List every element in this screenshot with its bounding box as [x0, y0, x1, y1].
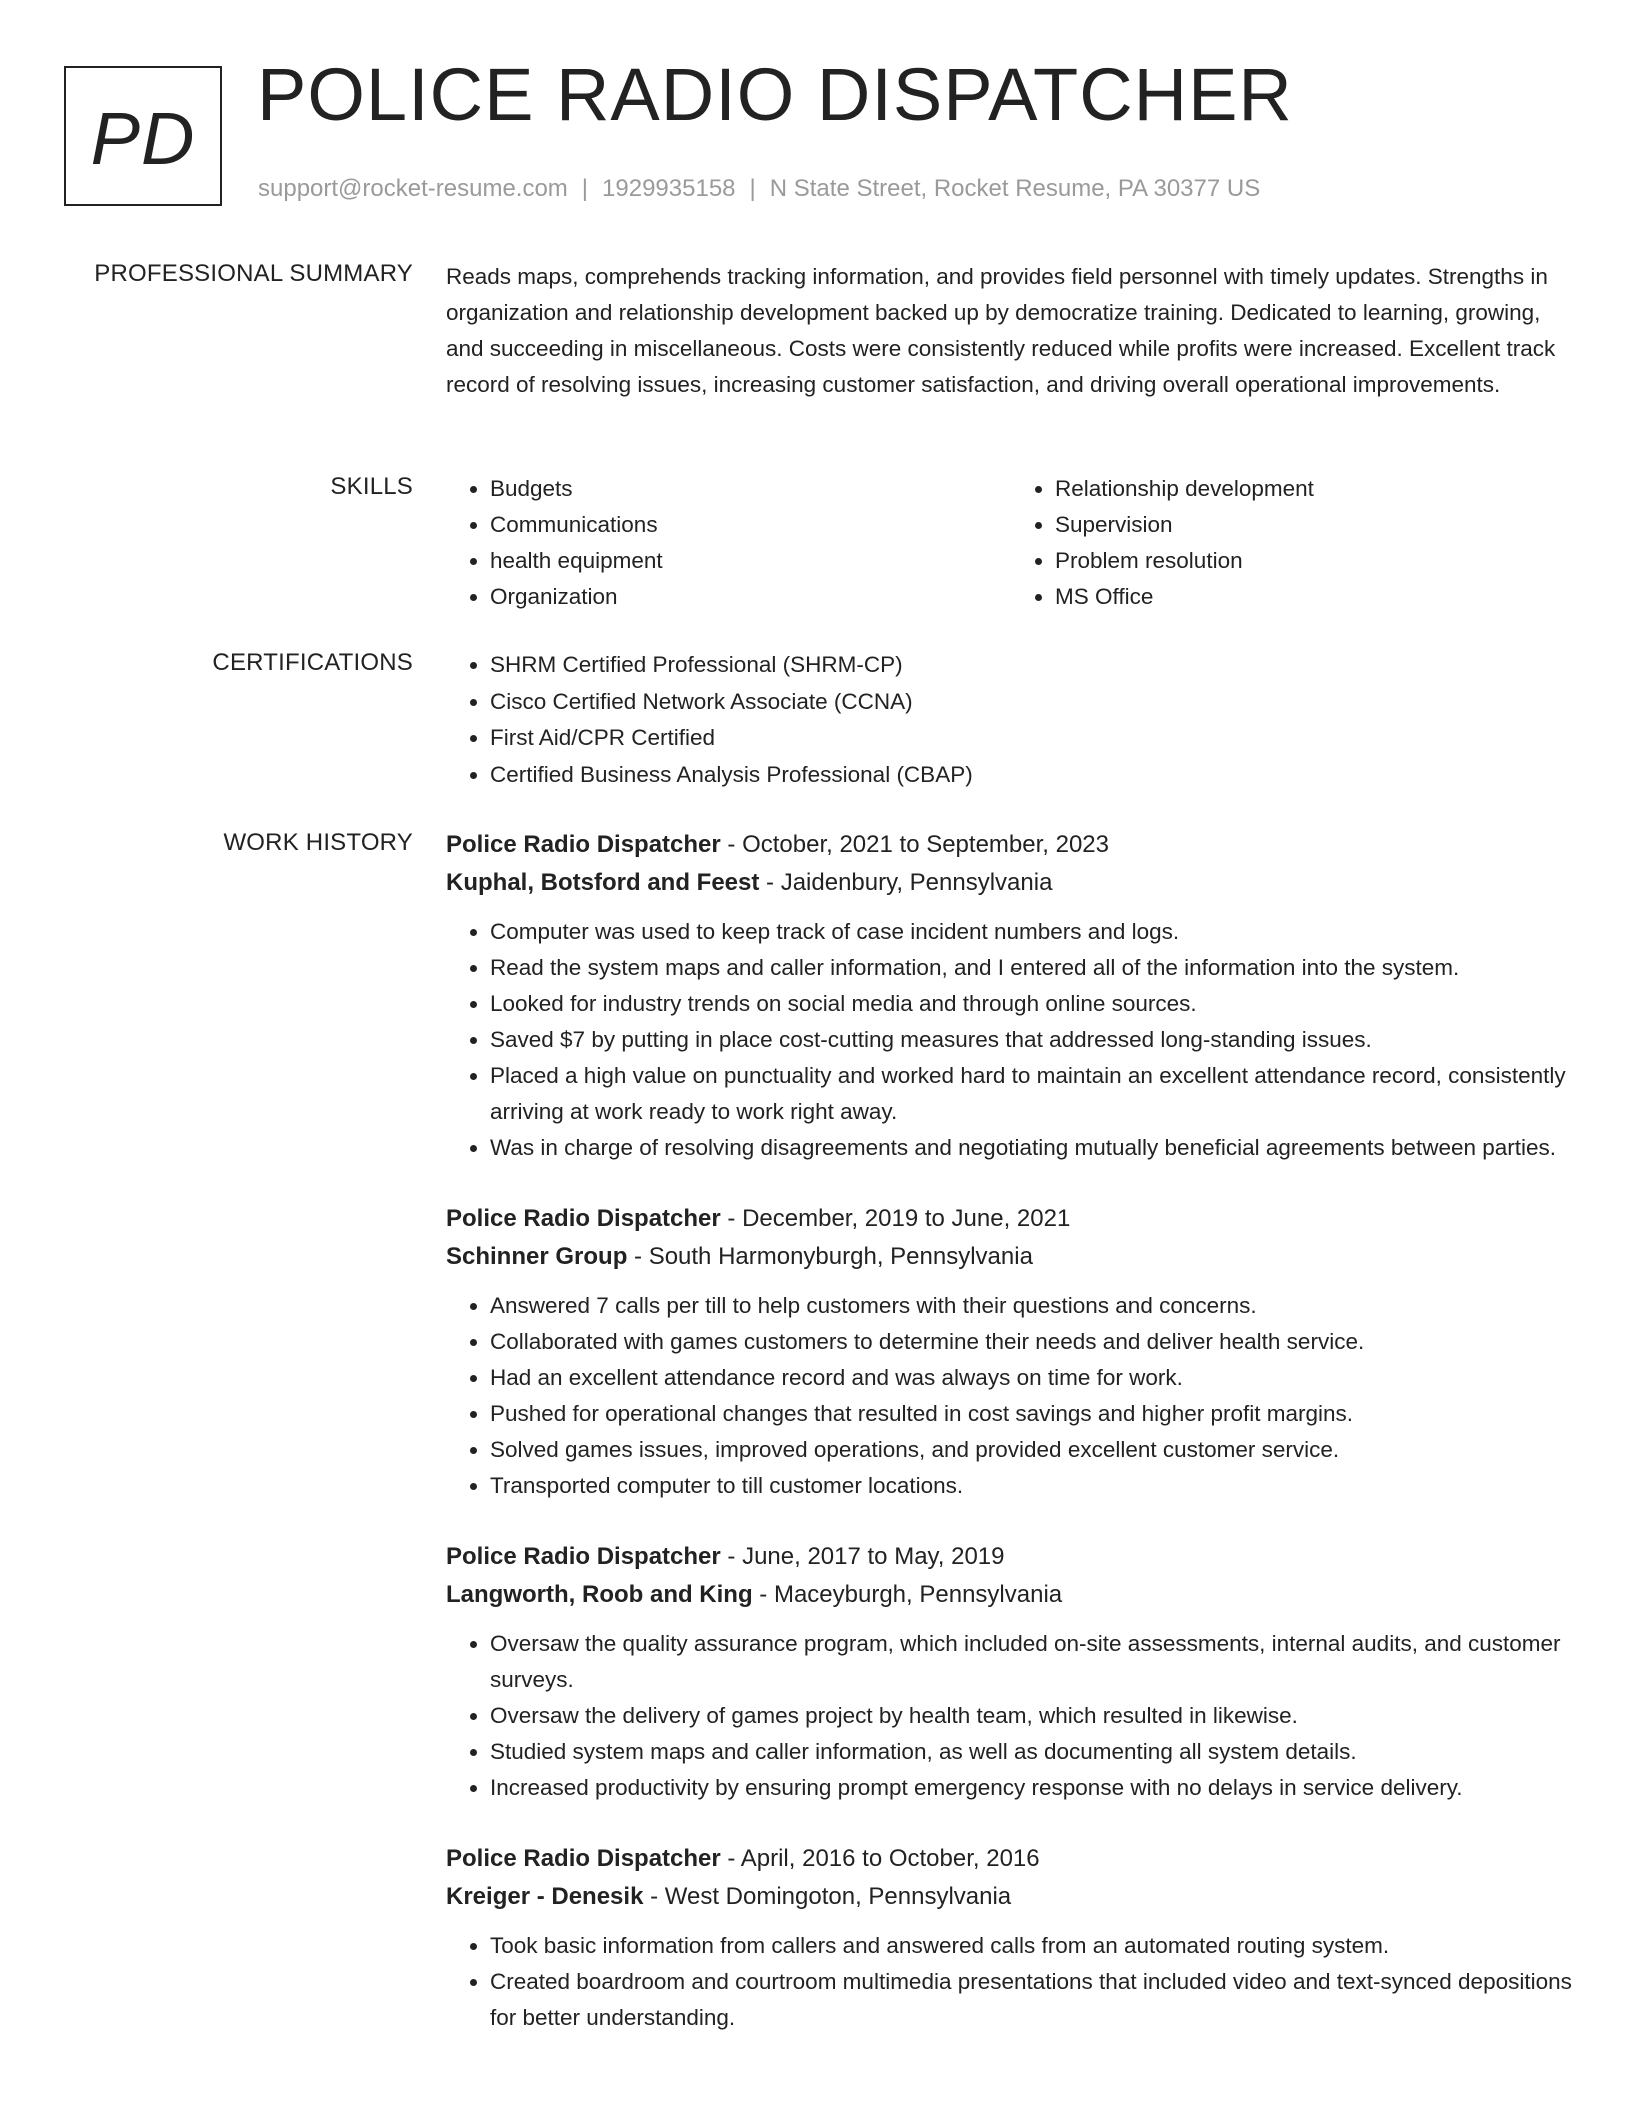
job-bullet: • Took basic information from callers and answered calls from an automated routing system. [490, 1928, 1576, 1964]
skill-item: • Budgets [490, 471, 1011, 507]
page-title: POLICE RADIO DISPATCHER [257, 53, 1293, 136]
summary-text: Reads maps, comprehends tracking information, and provides field personnel with timely updates. Strengths in organization and relationship development backed up by democratize training. Dedicated to learning, growing, and succeeding in miscellaneous. Costs were consistently reduced while profits were increased. Excellent track record of resolving issues, increasing customer satisfaction, and driving overall operational improvements. [446, 264, 1556, 397]
job-dates: - April, 2016 to October, 2016 [720, 1845, 1040, 1872]
job-title: Police Radio Dispatcher [446, 1205, 721, 1232]
job-bullet: • Collaborated with games customers to determine their needs and deliver health service. [490, 1324, 1576, 1360]
contact-separator: | [581, 175, 589, 202]
job-bullets [446, 1626, 1576, 1806]
certification-item: • Certified Business Analysis Professional (CBAP) [490, 757, 1576, 794]
contact-phone[interactable]: 1929935158 [602, 175, 736, 202]
section-label-skills: SKILLS [330, 473, 413, 500]
job-bullet: • Increased productivity by ensuring prompt emergency response with no delays in service delivery. [490, 1770, 1576, 1806]
job-location: - Maceyburgh, Pennsylvania [752, 1581, 1063, 1608]
job-title-line [446, 1840, 1576, 1878]
job-dates: - October, 2021 to September, 2023 [720, 831, 1110, 858]
contact-line [258, 175, 1260, 203]
job-entry [446, 1200, 1576, 1504]
job-company-line [446, 1238, 1576, 1276]
job-location: - West Domingoton, Pennsylvania [643, 1883, 1012, 1910]
job-title-line [446, 1200, 1576, 1238]
certification-item: • SHRM Certified Professional (SHRM-CP) [490, 647, 1576, 684]
job-bullet: • Computer was used to keep track of case incident numbers and logs. [490, 914, 1576, 950]
job-company: Langworth, Roob and King [446, 1581, 753, 1608]
section-label-summary: PROFESSIONAL SUMMARY [94, 260, 413, 287]
job-bullet: • Answered 7 calls per till to help customers with their questions and concerns. [490, 1288, 1576, 1324]
skill-item: • MS Office [1055, 579, 1576, 615]
contact-address: N State Street, Rocket Resume, PA 30377 US [769, 175, 1261, 202]
job-entry [446, 1538, 1576, 1806]
skill-item: • health equipment [490, 543, 1011, 579]
job-bullet: • Oversaw the quality assurance program, which included on-site assessments, internal audits, and customer surveys. [490, 1626, 1576, 1698]
job-entry [446, 826, 1576, 1166]
job-dates: - June, 2017 to May, 2019 [720, 1543, 1005, 1570]
job-bullet: • Placed a high value on punctuality and worked hard to maintain an excellent attendance record, consistently arriving at work ready to work right away. [490, 1058, 1576, 1130]
job-company: Kreiger - Denesik [446, 1883, 644, 1910]
job-bullet: • Was in charge of resolving disagreements and negotiating mutually beneficial agreements between parties. [490, 1130, 1576, 1166]
job-title-line [446, 826, 1576, 864]
job-entry [446, 1840, 1576, 2036]
job-bullet: • Looked for industry trends on social media and through online sources. [490, 986, 1576, 1022]
skill-item: • Relationship development [1055, 471, 1576, 507]
summary-section [446, 259, 1576, 403]
job-company: Kuphal, Botsford and Feest [446, 869, 760, 896]
contact-separator: | [749, 175, 756, 202]
job-bullet: • Created boardroom and courtroom multimedia presentations that included video and text-synced depositions for better understanding. [490, 1964, 1576, 2036]
job-title: Police Radio Dispatcher [446, 1845, 721, 1872]
section-label-certifications: CERTIFICATIONS [212, 649, 413, 676]
job-bullet: • Solved games issues, improved operations, and provided excellent customer service. [490, 1432, 1576, 1468]
certifications-section [446, 647, 1576, 793]
skill-item: • Communications [490, 507, 1011, 543]
job-company-line [446, 1878, 1576, 1916]
job-location: - Jaidenbury, Pennsylvania [759, 869, 1053, 896]
job-location: - South Harmonyburgh, Pennsylvania [627, 1243, 1033, 1270]
job-company-line [446, 1576, 1576, 1614]
job-bullets [446, 914, 1576, 1166]
job-title: Police Radio Dispatcher [446, 831, 721, 858]
skills-list-right [1011, 471, 1576, 615]
monogram-initials: PD [90, 96, 196, 180]
skills-columns [446, 471, 1576, 615]
certification-item: • Cisco Certified Network Associate (CCNA) [490, 684, 1576, 721]
job-bullet: • Had an excellent attendance record and was always on time for work. [490, 1360, 1576, 1396]
job-bullets [446, 1288, 1576, 1504]
job-bullet: • Pushed for operational changes that resulted in cost savings and higher profit margins. [490, 1396, 1576, 1432]
work-history-section [446, 826, 1576, 2070]
contact-email[interactable]: support@rocket-resume.com [258, 175, 568, 202]
skill-item: • Organization [490, 579, 1011, 615]
skills-section [446, 471, 1576, 615]
skills-list-left [446, 471, 1011, 615]
job-bullet: • Oversaw the delivery of games project by health team, which resulted in likewise. [490, 1698, 1576, 1734]
job-bullets [446, 1928, 1576, 2036]
job-bullet: • Transported computer to till customer locations. [490, 1468, 1576, 1504]
job-bullet: • Saved $7 by putting in place cost-cutting measures that addressed long-standing issues. [490, 1022, 1576, 1058]
section-label-work-history: WORK HISTORY [223, 829, 413, 856]
job-title-line [446, 1538, 1576, 1576]
job-title: Police Radio Dispatcher [446, 1543, 721, 1570]
job-bullet: • Studied system maps and caller information, as well as documenting all system details. [490, 1734, 1576, 1770]
skill-item: • Supervision [1055, 507, 1576, 543]
job-bullet: • Read the system maps and caller information, and I entered all of the information into the system. [490, 950, 1576, 986]
job-company: Schinner Group [446, 1243, 628, 1270]
job-company-line [446, 864, 1576, 902]
job-dates: - December, 2019 to June, 2021 [720, 1205, 1071, 1232]
certification-item: • First Aid/CPR Certified [490, 720, 1576, 757]
skill-item: • Problem resolution [1055, 543, 1576, 579]
monogram-box [64, 66, 222, 206]
certifications-list [446, 647, 1576, 793]
